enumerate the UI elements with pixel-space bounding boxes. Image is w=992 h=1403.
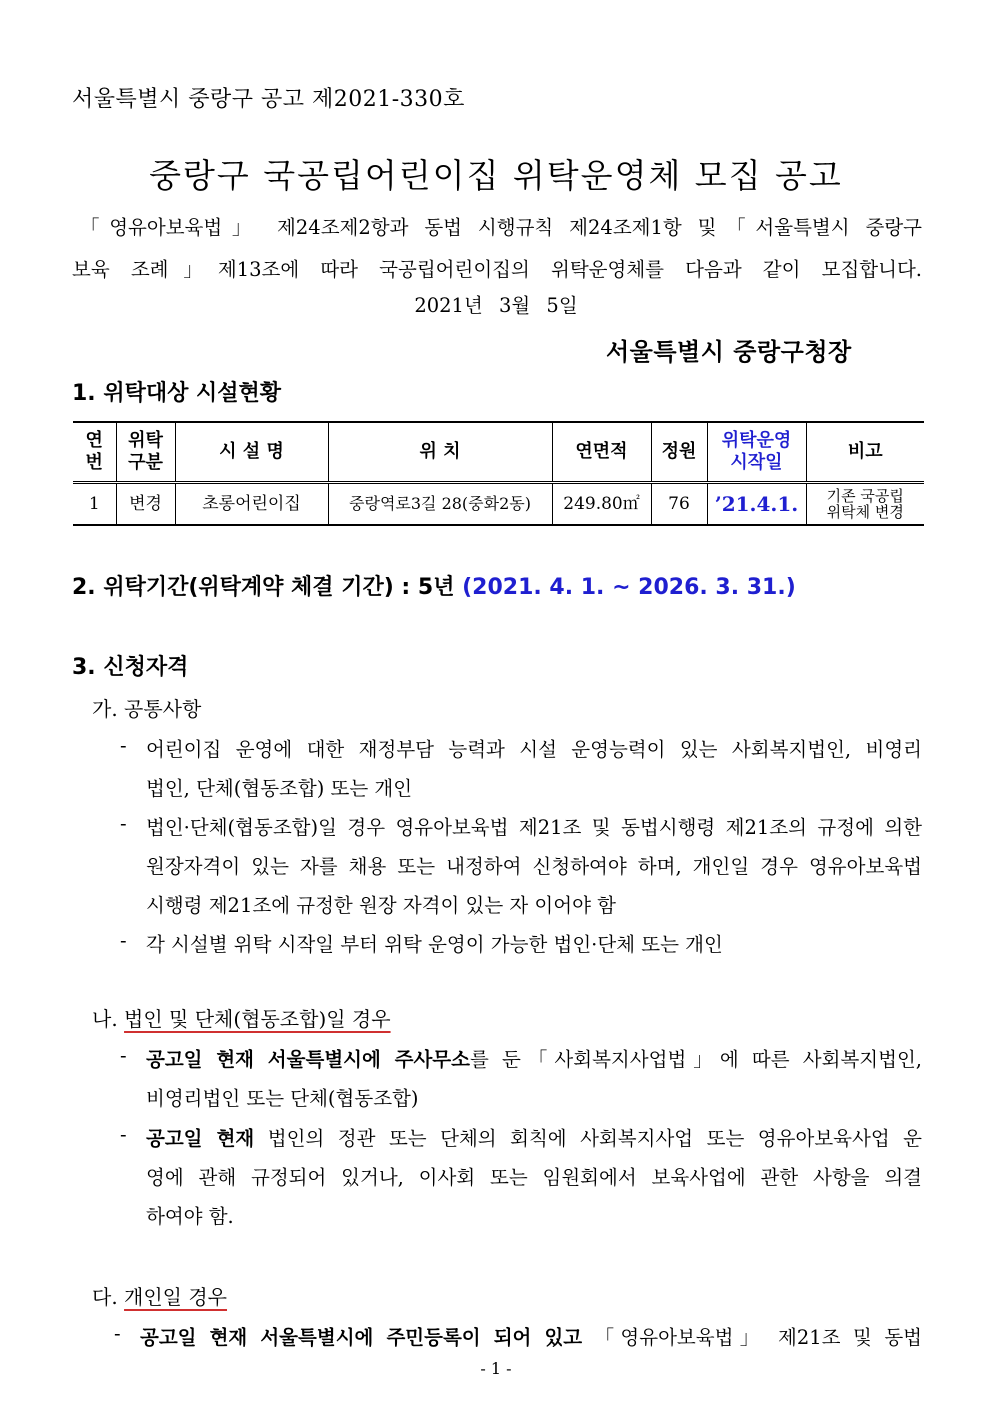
cell-area: 249.80㎡ <box>552 483 651 526</box>
item-a3-line-1: 각 시설별 위탁 시작일 부터 위탁 운영이 가능한 법인·단체 또는 개인 <box>146 933 723 956</box>
item-a1-line-1: 어린이집 운영에 대한 재정부담 능력과 시설 운영능력이 있는 사회복지법인, 비영리 <box>146 738 922 761</box>
signer: 서울특별시 중랑구청장 <box>606 337 852 366</box>
notice-date: 2021년 3월 5일 <box>414 294 578 317</box>
header-type: 위탁 구분 <box>116 422 175 483</box>
dash-c1: - <box>114 1322 121 1345</box>
item-b1-line-1: 공고일 현재 서울특별시에 주사무소를 둔「사회복지사업법」에 따른 사회복지법인, <box>146 1048 922 1071</box>
item-a2-line-3: 시행령 제21조에 규정한 원장 자격이 있는 자 이어야 함 <box>146 894 616 917</box>
item-b2-line-2: 영에 관해 규정되어 있거나, 이사회 또는 임원회에서 보육사업에 관한 사항을 의결 <box>146 1166 922 1189</box>
intro-line-1: 「영유아보육법」 제24조제2항과 동법 시행규칙 제24조제1항 및「서울특별시 중랑구 <box>80 216 922 239</box>
header-area: 연면적 <box>552 422 651 483</box>
cell-no: 1 <box>73 483 116 526</box>
cell-name: 초롱어린이집 <box>175 483 328 526</box>
subsection-b-heading: 나. 법인 및 단체(협동조합)일 경우 <box>92 1007 391 1031</box>
page-number: - 1 - <box>480 1359 512 1378</box>
item-b2-line-1: 공고일 현재 법인의 정관 또는 단체의 회칙에 사회복지사업 또는 영유아보육사업 운 <box>146 1127 922 1150</box>
header-location: 위 치 <box>328 422 552 483</box>
table-row <box>73 483 924 526</box>
header-start-date: 위탁운영 시작일 <box>707 422 806 483</box>
dash-a2: - <box>120 812 127 835</box>
contract-period: (2021. 4. 1. ~ 2026. 3. 31.) <box>462 575 796 600</box>
section-2-heading: 2. 위탁기간(위탁계약 체결 기간) : 5년 (2021. 4. 1. ~ 2026. 3. 31.) <box>72 575 796 600</box>
dash-a1: - <box>120 734 127 757</box>
header-name: 시 설 명 <box>175 422 328 483</box>
dash-a3: - <box>120 929 127 952</box>
table-header-row <box>73 422 924 483</box>
intro-line-2: 보육 조례」제13조에 따라 국공립어린이집의 위탁운영체를 다음과 같이 모집합니다. <box>72 258 922 281</box>
cell-start-date: ’21.4.1. <box>707 483 806 526</box>
section-1-heading: 1. 위탁대상 시설현황 <box>72 381 281 406</box>
cell-note: 기존 국공립 위탁체 변경 <box>806 483 924 526</box>
item-c1-line-1: 공고일 현재 서울특별시에 주민등록이 되어 있고 「영유아보육법」 제21조 및 동법 <box>140 1326 922 1349</box>
subsection-a-heading: 가. 공통사항 <box>92 697 202 721</box>
notice-number: 서울특별시 중랑구 공고 제2021-330호 <box>72 87 465 112</box>
item-a2-line-1: 법인·단체(협동조합)일 경우 영유아보육법 제21조 및 동법시행령 제21조의 규정에 의한 <box>146 816 922 839</box>
facility-table <box>73 421 924 526</box>
dash-b2: - <box>120 1123 127 1146</box>
header-note: 비고 <box>806 422 924 483</box>
header-no: 연 번 <box>73 422 116 483</box>
page-title: 중랑구 국공립어린이집 위탁운영체 모집 공고 <box>149 156 843 195</box>
cell-capacity: 76 <box>651 483 707 526</box>
header-capacity: 정원 <box>651 422 707 483</box>
dash-b1: - <box>120 1044 127 1067</box>
cell-location: 중랑역로3길 28(중화2동) <box>328 483 552 526</box>
item-a2-line-2: 원장자격이 있는 자를 채용 또는 내정하여 신청하여야 하며, 개인일 경우 영유아보육법 <box>146 855 922 878</box>
subsection-c-heading: 다. 개인일 경우 <box>92 1285 228 1309</box>
cell-type: 변경 <box>116 483 175 526</box>
item-b2-line-3: 하여야 함. <box>146 1205 234 1228</box>
section-3-heading: 3. 신청자격 <box>72 655 189 680</box>
item-b1-line-2: 비영리법인 또는 단체(협동조합) <box>146 1087 419 1110</box>
item-a1-line-2: 법인, 단체(협동조합) 또는 개인 <box>146 777 413 800</box>
